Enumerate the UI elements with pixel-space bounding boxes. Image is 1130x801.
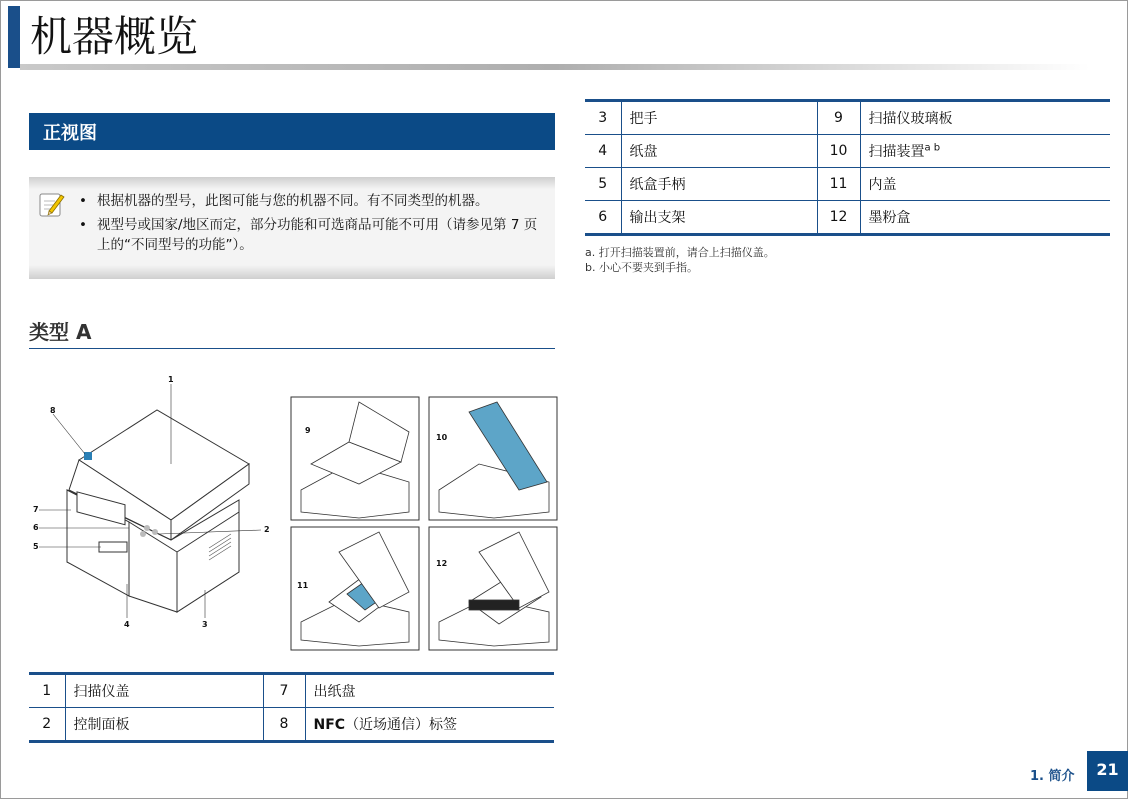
footnote-a: a. 打开扫描装置前，请合上扫描仪盖。 — [585, 246, 775, 259]
part-name-scanner — [860, 135, 1110, 168]
footnote-ref: a b — [924, 142, 941, 154]
note-list — [79, 191, 549, 259]
part-number: 8 — [263, 708, 305, 742]
callout-10: 10 — [436, 433, 448, 442]
part-number: 6 — [585, 201, 621, 235]
note-item: • 根据机器的型号，此图可能与您的机器不同。有不同类型的机器。 — [79, 191, 549, 211]
part-name: 内盖 — [860, 168, 1110, 201]
table-row — [585, 135, 1110, 168]
part-number: 10 — [817, 135, 860, 168]
part-number: 4 — [585, 135, 621, 168]
table-row — [29, 674, 554, 708]
pencil-note-icon — [39, 191, 65, 217]
callout-1: 1 — [168, 375, 174, 384]
callout-11: 11 — [297, 581, 309, 590]
note-box — [29, 177, 555, 279]
part-number: 9 — [817, 101, 860, 135]
part-name: 墨粉盒 — [860, 201, 1110, 235]
part-name: 控制面板 — [65, 708, 263, 742]
footnotes — [585, 245, 775, 275]
page-title: 机器概览 — [30, 12, 199, 61]
part-number: 1 — [29, 674, 65, 708]
part-name: 输出支架 — [621, 201, 817, 235]
table-row — [585, 168, 1110, 201]
part-number: 12 — [817, 201, 860, 235]
part-number: 3 — [585, 101, 621, 135]
title-rule — [20, 64, 1090, 70]
parts-table-right — [585, 99, 1110, 236]
callout-2: 2 — [264, 525, 270, 534]
callout-8: 8 — [50, 406, 56, 415]
printer-illustration — [29, 372, 559, 657]
part-number: 7 — [263, 674, 305, 708]
section-title: 正视图 — [43, 123, 97, 144]
section-header — [29, 113, 555, 150]
table-row — [585, 101, 1110, 135]
part-name: （近场通信）标签 — [345, 717, 458, 733]
part-name: 出纸盘 — [305, 674, 554, 708]
table-row — [29, 708, 554, 742]
table-row — [585, 201, 1110, 235]
part-name: 纸盘 — [621, 135, 817, 168]
type-heading: 类型 A — [29, 320, 92, 344]
part-name: 扫描仪玻璃板 — [860, 101, 1110, 135]
callout-5: 5 — [33, 542, 39, 551]
parts-table-left — [29, 672, 554, 743]
part-name: 扫描仪盖 — [65, 674, 263, 708]
part-name: 扫描装置 — [868, 144, 925, 160]
type-heading-rule — [29, 348, 555, 349]
part-number: 2 — [29, 708, 65, 742]
footer-section-label: 1. 简介 — [1030, 769, 1075, 784]
note-item: • 视型号或国家/地区而定，部分功能和可选商品可能不可用（请参见第 7 页上的“不同型号的功能”）。 — [79, 215, 549, 255]
nfc-label: NFC — [313, 717, 346, 733]
footnote-b: b. 小心不要夹到手指。 — [585, 261, 698, 274]
callout-9: 9 — [305, 426, 311, 435]
title-accent-bar — [8, 6, 20, 68]
part-name: 纸盒手柄 — [621, 168, 817, 201]
callout-7: 7 — [33, 505, 39, 514]
callout-12: 12 — [436, 559, 448, 568]
page-number: 21 — [1087, 751, 1128, 791]
part-name-nfc — [305, 708, 554, 742]
callout-4: 4 — [124, 620, 130, 629]
printer-diagram — [29, 372, 559, 657]
callout-6: 6 — [33, 523, 39, 532]
part-name: 把手 — [621, 101, 817, 135]
callout-3: 3 — [202, 620, 208, 629]
part-number: 11 — [817, 168, 860, 201]
part-number: 5 — [585, 168, 621, 201]
